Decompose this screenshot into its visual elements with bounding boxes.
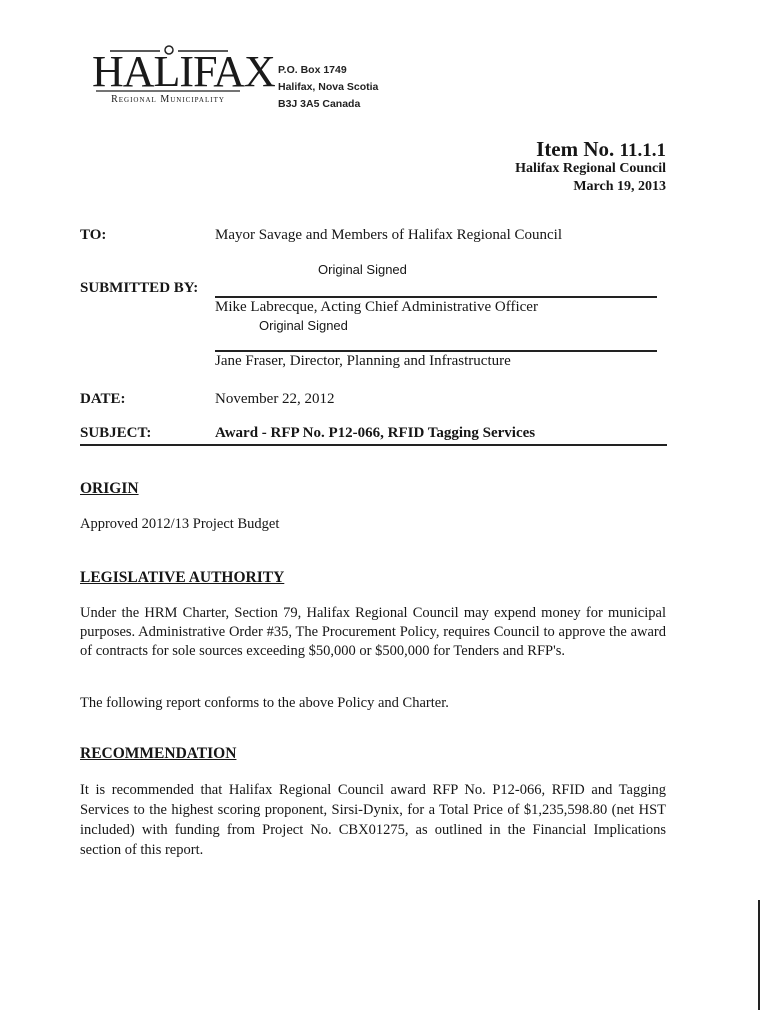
address-line: B3J 3A5 Canada — [278, 98, 361, 110]
council-name: Halifax Regional Council — [515, 161, 666, 176]
submitted-label: SUBMITTED BY: — [80, 280, 199, 296]
logo-subtitle: Regional Municipality — [111, 94, 225, 105]
item-number-value: 11.1.1 — [619, 140, 666, 161]
recommendation-heading: RECOMMENDATION — [80, 745, 237, 762]
to-label: TO: — [80, 227, 107, 243]
origin-text: Approved 2012/13 Project Budget — [80, 516, 280, 532]
signature-line-2 — [215, 350, 657, 352]
origin-heading: ORIGIN — [80, 480, 139, 497]
conforms-text: The following report conforms to the above Policy and Charter. — [80, 695, 449, 711]
signature-line-1 — [215, 296, 657, 298]
logo-word: HALIFAX — [92, 47, 275, 96]
signer-2: Jane Fraser, Director, Planning and Infrastructure — [215, 353, 511, 369]
subject-value: Award - RFP No. P12-066, RFID Tagging Services — [215, 425, 536, 441]
subject-label: SUBJECT: — [80, 425, 152, 441]
signature-stamp-2: Original Signed — [259, 318, 348, 333]
signer-1: Mike Labrecque, Acting Chief Administrative Officer — [215, 299, 538, 315]
meeting-date: March 19, 2013 — [573, 179, 666, 194]
address-line: P.O. Box 1749 — [278, 64, 347, 76]
item-number — [536, 137, 666, 162]
signature-stamp-1: Original Signed — [318, 262, 407, 277]
halifax-logo — [88, 44, 275, 114]
date-value: November 22, 2012 — [215, 391, 335, 407]
address-block — [278, 62, 378, 113]
legislative-text: Under the HRM Charter, Section 79, Halifax Regional Council may expend money for municipal purposes. Administrative Order #35, The Procurement Policy, requires Council to approve the award of contracts for sole sources exceeding $50,000 or $500,000 for Tenders and RFP's. — [80, 605, 666, 659]
address-line: Halifax, Nova Scotia — [278, 81, 379, 93]
date-label: DATE: — [80, 391, 126, 407]
item-label: Item No. — [536, 137, 615, 161]
legislative-heading: LEGISLATIVE AUTHORITY — [80, 569, 285, 586]
to-value: Mayor Savage and Members of Halifax Regional Council — [215, 227, 562, 243]
subject-rule — [80, 444, 667, 446]
scan-edge-mark — [758, 900, 760, 1010]
recommendation-text: It is recommended that Halifax Regional Council award RFP No. P12-066, RFID and Tagging Services to the highest scoring proponent, Sirsi-Dynix, for a Total Price of $1,235,598.80 (net HST included) with funding from Project No. CBX01275, as outlined in the Financial Implications section of this report. — [80, 782, 666, 858]
council-block — [515, 160, 666, 196]
